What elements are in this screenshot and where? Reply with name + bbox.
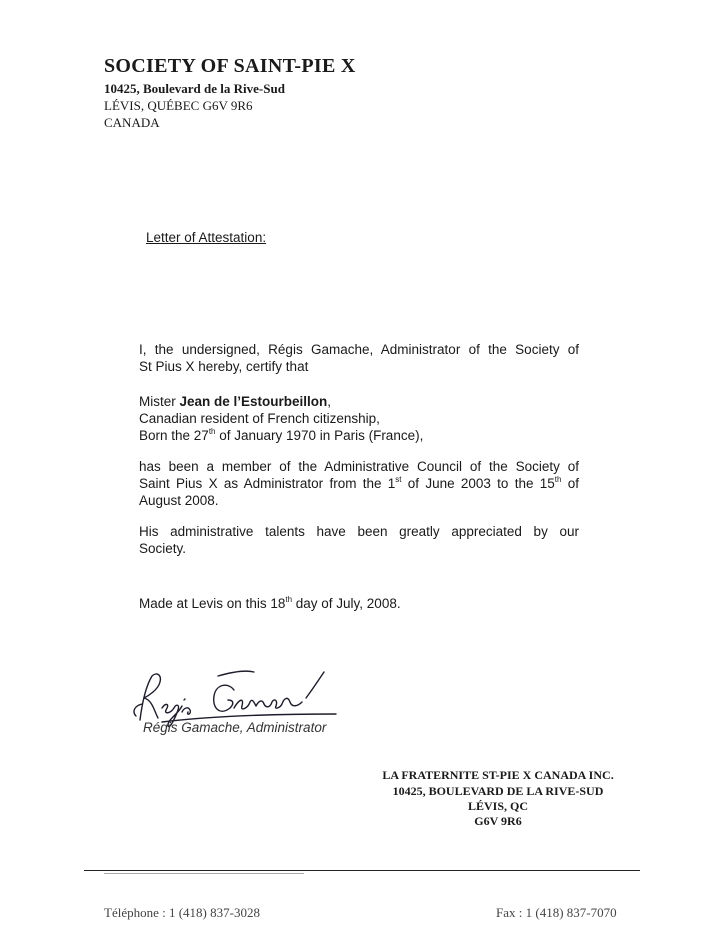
address-city: LÉVIS, QUÉBEC G6V 9R6: [104, 98, 253, 113]
paragraph-certification: [139, 341, 579, 375]
stamp-postal-code: G6V 9R6: [474, 814, 522, 828]
paragraph-line: has been a member of the Administrative Council of the Society of: [139, 459, 579, 474]
paragraph-line: [139, 393, 579, 410]
paragraph-line: Canadian resident of French citizenship,: [139, 411, 380, 426]
text-fragment: Made at Levis on this 18: [139, 596, 286, 611]
text-fragment: of: [561, 476, 579, 491]
ordinal-suffix: th: [285, 594, 293, 604]
stamp-street: 10425, BOULEVARD DE LA RIVE-SUD: [392, 784, 604, 798]
text-fragment: of January 1970 in Paris (France),: [215, 428, 424, 443]
stamp-city: LÉVIS, QC: [467, 799, 529, 813]
paragraph-line: [139, 595, 579, 612]
punctuation: ,: [327, 394, 332, 409]
footer-divider-faint: [104, 873, 304, 874]
paragraph-line: [139, 475, 579, 492]
footer-telephone: Téléphone : 1 (418) 837-3028: [104, 905, 260, 920]
paragraph-place-date: [139, 595, 579, 612]
text-fragment: Born the 27: [139, 428, 209, 443]
address-country: CANADA: [104, 115, 160, 130]
organization-name: SOCIETY OF SAINT-PIE X: [104, 55, 356, 77]
paragraph-person: [139, 393, 579, 444]
text-fragment: Saint Pius X as Administrator from the 1: [139, 476, 396, 491]
paragraph-line: August 2008.: [139, 493, 219, 508]
paragraph-line: His administrative talents have been greatly appreciated by our: [139, 524, 579, 539]
paragraph-line: Society.: [139, 541, 187, 556]
footer-divider: [84, 870, 640, 871]
ordinal-suffix: st: [395, 474, 402, 484]
paragraph-line: [139, 427, 579, 444]
paragraph-line: St Pius X hereby, certify that: [139, 359, 309, 374]
stamp-company-name: LA FRATERNITE ST-PIE X CANADA INC.: [382, 768, 614, 782]
text-fragment: of June 2003 to the 15: [401, 476, 555, 491]
signature-caption: Régis Gamache, Administrator: [143, 720, 327, 735]
person-name: Jean de l’Estourbeillon: [179, 394, 328, 409]
footer-fax: Fax : 1 (418) 837-7070: [496, 905, 617, 920]
paragraph-line: I, the undersigned, Régis Gamache, Administrator of the Society of: [139, 342, 579, 357]
address-street: 10425, Boulevard de la Rive-Sud: [104, 81, 285, 96]
text-fragment: day of July, 2008.: [292, 596, 401, 611]
paragraph-appreciation: [139, 523, 579, 557]
salutation: Mister: [139, 394, 180, 409]
paragraph-membership: [139, 458, 579, 509]
letter-title: Letter of Attestation:: [146, 230, 267, 245]
ordinal-suffix: th: [208, 426, 216, 436]
ordinal-suffix: th: [554, 474, 562, 484]
